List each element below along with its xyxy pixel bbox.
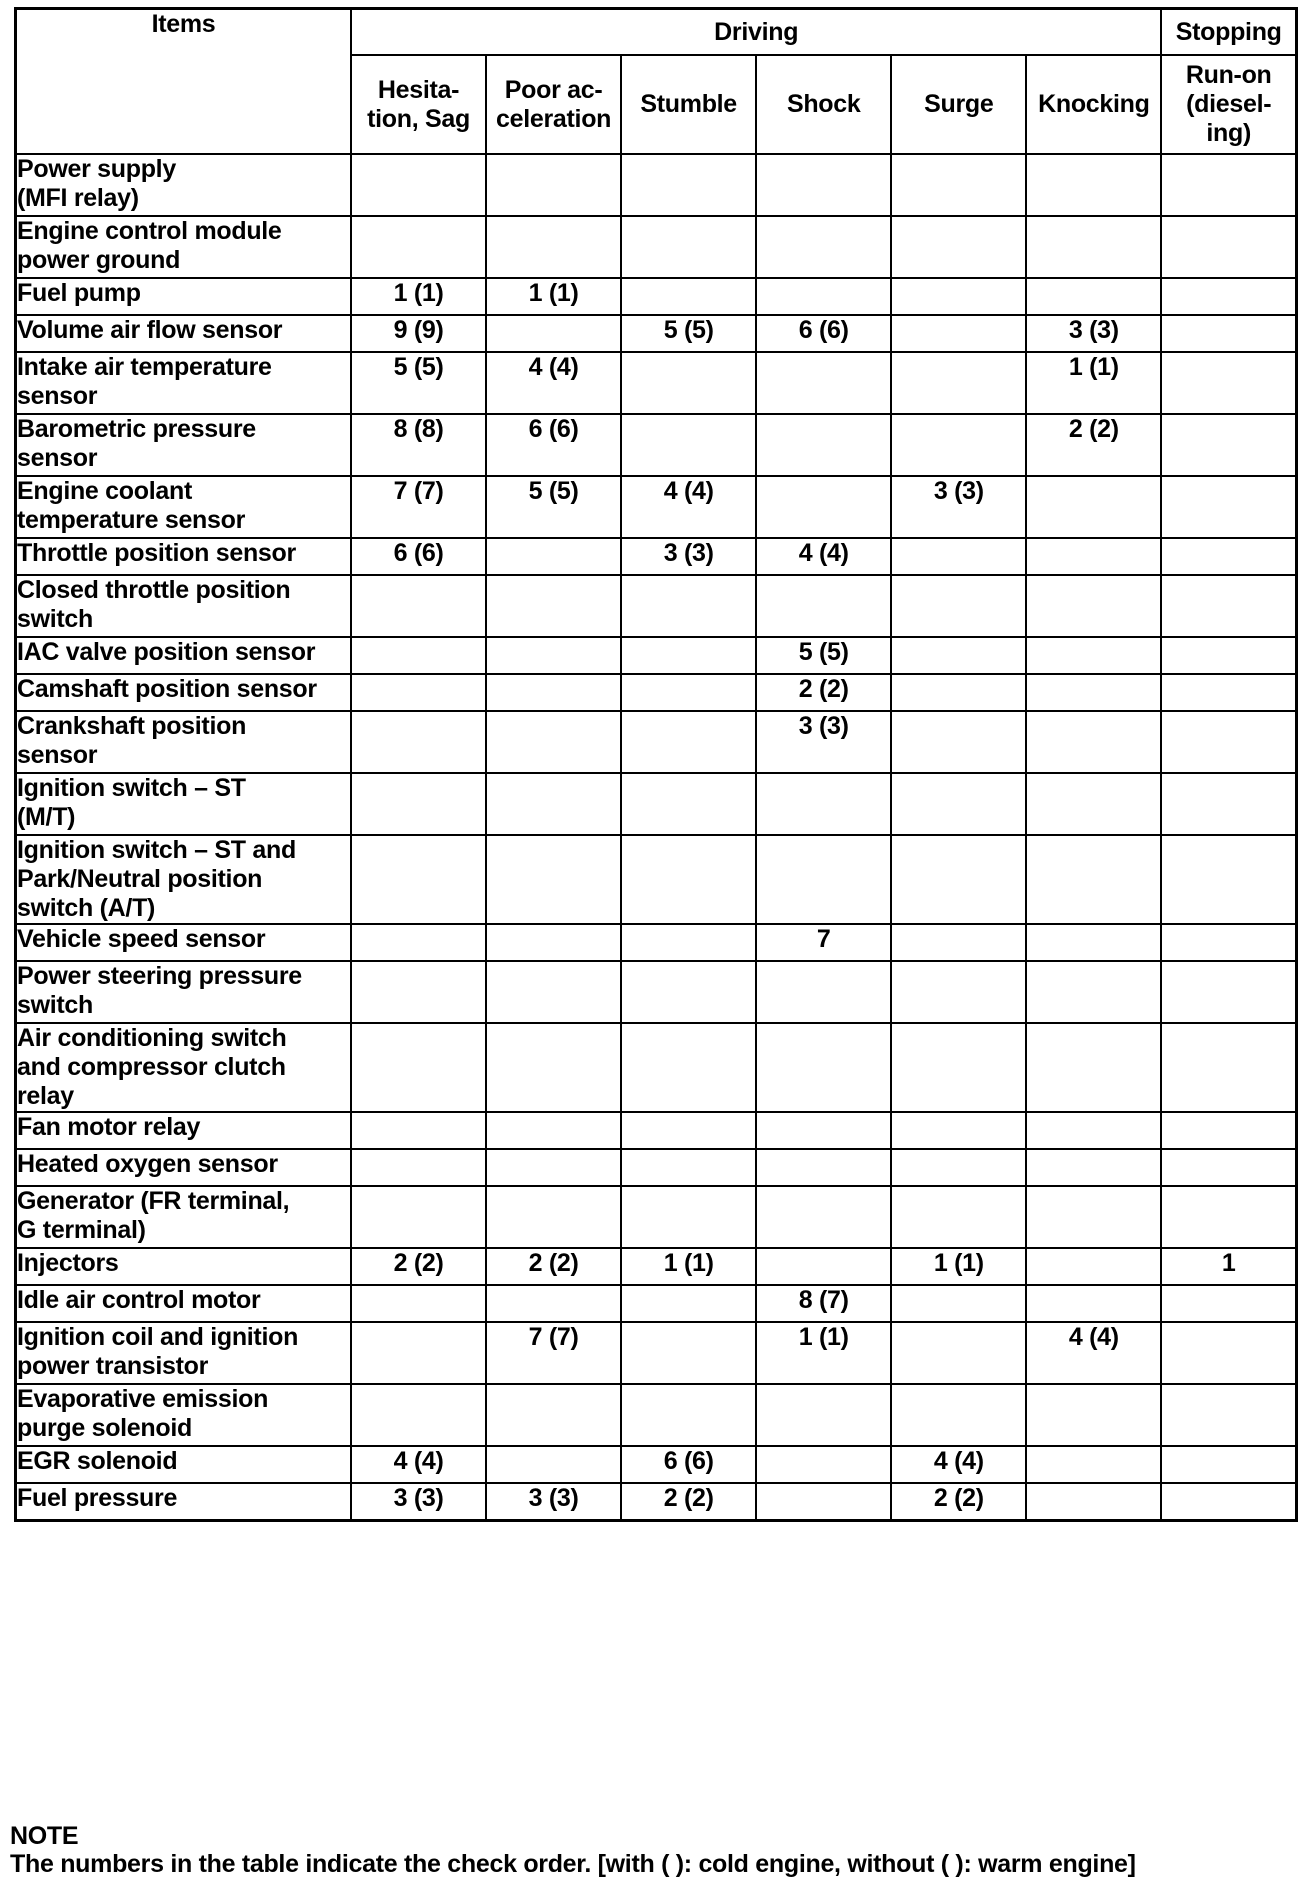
check-order-cell <box>351 1112 486 1149</box>
table-row <box>16 538 1297 575</box>
table-row <box>16 637 1297 674</box>
item-text: EGR solenoid <box>17 1447 178 1475</box>
check-order-cell <box>621 352 756 414</box>
table-row <box>16 773 1297 835</box>
check-order-cell <box>1026 575 1161 637</box>
check-order-cell <box>621 961 756 1023</box>
check-order-cell <box>486 1112 621 1149</box>
check-order-cell <box>486 637 621 674</box>
check-order-cell <box>351 637 486 674</box>
diagnosis-table <box>14 7 1298 1522</box>
check-order-cell <box>486 711 621 773</box>
check-order-cell <box>1161 315 1296 352</box>
check-order-cell <box>1161 1285 1296 1322</box>
check-order-cell: 6 (6) <box>621 1446 756 1483</box>
row-item-label <box>16 835 352 924</box>
table-row <box>16 1248 1297 1285</box>
check-order-cell <box>756 1248 891 1285</box>
check-order-cell <box>891 835 1026 924</box>
table-row <box>16 1322 1297 1384</box>
check-order-cell: 2 (2) <box>486 1248 621 1285</box>
item-text: Idle air control motor <box>17 1286 261 1314</box>
check-order-cell <box>1026 216 1161 278</box>
check-order-cell <box>351 1186 486 1248</box>
check-order-cell <box>1161 216 1296 278</box>
col-header-poor-acceleration: Poor ac- celeration <box>486 55 621 154</box>
check-order-cell <box>756 961 891 1023</box>
item-text: Ignition switch – ST and Park/Neutral position switch (A/T) <box>17 836 296 922</box>
check-order-cell: 6 (6) <box>756 315 891 352</box>
check-order-cell <box>891 773 1026 835</box>
check-order-cell <box>756 414 891 476</box>
check-order-cell: 4 (4) <box>486 352 621 414</box>
table-row <box>16 1285 1297 1322</box>
check-order-cell <box>1161 1483 1296 1520</box>
item-text: Volume air flow sensor <box>17 316 283 344</box>
row-item-label <box>16 315 352 352</box>
check-order-cell <box>621 1322 756 1384</box>
check-order-cell: 1 (1) <box>891 1248 1026 1285</box>
col-header-shock: Shock <box>756 55 891 154</box>
check-order-cell <box>1161 154 1296 216</box>
check-order-cell <box>891 1186 1026 1248</box>
item-text: Ignition coil and ignition power transistor <box>17 1323 299 1380</box>
check-order-cell <box>891 315 1026 352</box>
table-row <box>16 1446 1297 1483</box>
table-row <box>16 1023 1297 1112</box>
row-item-label <box>16 1186 352 1248</box>
row-item-label <box>16 1322 352 1384</box>
row-item-label <box>16 278 352 315</box>
row-item-label <box>16 1384 352 1446</box>
col-header-surge: Surge <box>891 55 1026 154</box>
check-order-cell <box>1161 1384 1296 1446</box>
check-order-cell <box>891 1112 1026 1149</box>
check-order-cell <box>891 674 1026 711</box>
check-order-cell <box>1161 1112 1296 1149</box>
check-order-cell <box>1026 961 1161 1023</box>
table-row <box>16 711 1297 773</box>
row-item-label <box>16 637 352 674</box>
check-order-cell <box>486 835 621 924</box>
check-order-cell: 4 (4) <box>1026 1322 1161 1384</box>
group-header-row <box>16 9 1297 56</box>
check-order-cell <box>1026 835 1161 924</box>
table-row <box>16 924 1297 961</box>
row-item-label <box>16 961 352 1023</box>
table-row <box>16 674 1297 711</box>
check-order-cell: 4 (4) <box>351 1446 486 1483</box>
row-item-label <box>16 773 352 835</box>
check-order-cell <box>351 924 486 961</box>
check-order-cell <box>1026 1149 1161 1186</box>
check-order-cell <box>621 1186 756 1248</box>
check-order-cell <box>486 1186 621 1248</box>
check-order-cell: 1 (1) <box>1026 352 1161 414</box>
item-text: Throttle position sensor <box>17 539 296 567</box>
item-text: IAC valve position sensor <box>17 638 316 666</box>
item-text: Power steering pressure switch <box>17 962 302 1019</box>
check-order-cell <box>486 674 621 711</box>
row-item-label <box>16 1112 352 1149</box>
item-text: Crankshaft position sensor <box>17 712 247 769</box>
note-block <box>10 1822 1136 1878</box>
note-text: The numbers in the table indicate the check order. [with ( ): cold engine, without ( ): warm engine] <box>10 1850 1136 1878</box>
check-order-cell <box>756 575 891 637</box>
item-text: Power supply (MFI relay) <box>17 155 176 212</box>
check-order-cell <box>1026 1384 1161 1446</box>
check-order-cell <box>621 711 756 773</box>
table-row <box>16 315 1297 352</box>
check-order-cell <box>486 575 621 637</box>
check-order-cell: 7 (7) <box>351 476 486 538</box>
check-order-cell <box>621 924 756 961</box>
item-text: Fuel pump <box>17 279 141 307</box>
check-order-cell <box>756 1023 891 1112</box>
check-order-cell <box>351 961 486 1023</box>
check-order-cell <box>1161 278 1296 315</box>
check-order-cell <box>351 674 486 711</box>
check-order-cell <box>1161 961 1296 1023</box>
check-order-cell <box>756 278 891 315</box>
check-order-cell <box>756 1483 891 1520</box>
check-order-cell: 9 (9) <box>351 315 486 352</box>
check-order-cell <box>891 711 1026 773</box>
check-order-cell <box>1026 154 1161 216</box>
check-order-cell <box>1026 1023 1161 1112</box>
item-text: Heated oxygen sensor <box>17 1150 278 1178</box>
row-item-label <box>16 414 352 476</box>
item-text: Barometric pressure sensor <box>17 415 256 472</box>
check-order-cell <box>351 1023 486 1112</box>
item-text: Intake air temperature sensor <box>17 353 272 410</box>
row-item-label <box>16 538 352 575</box>
check-order-cell <box>621 1112 756 1149</box>
table-row <box>16 1483 1297 1520</box>
check-order-cell <box>756 216 891 278</box>
table-row <box>16 216 1297 278</box>
check-order-cell <box>1026 278 1161 315</box>
check-order-cell: 2 (2) <box>351 1248 486 1285</box>
check-order-cell: 2 (2) <box>621 1483 756 1520</box>
check-order-cell <box>486 538 621 575</box>
check-order-cell <box>621 773 756 835</box>
check-order-cell <box>1161 476 1296 538</box>
check-order-cell <box>891 1384 1026 1446</box>
check-order-cell <box>1161 924 1296 961</box>
check-order-cell <box>756 352 891 414</box>
check-order-cell <box>621 1149 756 1186</box>
check-order-cell <box>756 1384 891 1446</box>
check-order-cell <box>1161 575 1296 637</box>
table-row <box>16 352 1297 414</box>
check-order-cell <box>621 216 756 278</box>
note-title: NOTE <box>10 1822 79 1850</box>
check-order-cell: 7 <box>756 924 891 961</box>
check-order-cell: 1 (1) <box>621 1248 756 1285</box>
check-order-cell: 2 (2) <box>1026 414 1161 476</box>
check-order-cell <box>1161 1446 1296 1483</box>
row-item-label <box>16 575 352 637</box>
check-order-cell <box>756 835 891 924</box>
col-header-stumble: Stumble <box>621 55 756 154</box>
check-order-cell <box>621 575 756 637</box>
check-order-cell <box>486 154 621 216</box>
check-order-cell <box>1026 711 1161 773</box>
check-order-cell: 4 (4) <box>891 1446 1026 1483</box>
table-row <box>16 154 1297 216</box>
check-order-cell <box>1026 476 1161 538</box>
check-order-cell <box>351 216 486 278</box>
check-order-cell: 1 (1) <box>756 1322 891 1384</box>
item-text: Injectors <box>17 1249 119 1277</box>
diagnosis-table-wrapper <box>14 7 1298 1522</box>
check-order-cell <box>891 1023 1026 1112</box>
table-row <box>16 1186 1297 1248</box>
check-order-cell <box>891 637 1026 674</box>
check-order-cell <box>621 1023 756 1112</box>
check-order-cell: 2 (2) <box>891 1483 1026 1520</box>
check-order-cell <box>1161 773 1296 835</box>
check-order-cell <box>1161 1186 1296 1248</box>
table-row <box>16 1149 1297 1186</box>
check-order-cell <box>756 154 891 216</box>
check-order-cell <box>1026 637 1161 674</box>
item-text: Air conditioning switch and compressor clutch relay <box>17 1024 287 1110</box>
check-order-cell: 1 (1) <box>351 278 486 315</box>
item-text: Evaporative emission purge solenoid <box>17 1385 269 1442</box>
check-order-cell <box>1161 1322 1296 1384</box>
check-order-cell <box>486 1023 621 1112</box>
check-order-cell <box>1161 352 1296 414</box>
check-order-cell <box>1161 1149 1296 1186</box>
check-order-cell <box>756 1149 891 1186</box>
row-item-label <box>16 352 352 414</box>
driving-header: Driving <box>351 9 1161 56</box>
check-order-cell <box>756 1186 891 1248</box>
check-order-cell <box>486 1446 621 1483</box>
check-order-cell <box>891 1322 1026 1384</box>
check-order-cell <box>351 575 486 637</box>
check-order-cell <box>351 1285 486 1322</box>
check-order-cell <box>351 1149 486 1186</box>
table-row <box>16 575 1297 637</box>
item-text: Engine control module power ground <box>17 217 282 274</box>
check-order-cell <box>1161 414 1296 476</box>
check-order-cell <box>891 961 1026 1023</box>
check-order-cell <box>1026 924 1161 961</box>
check-order-cell <box>351 1322 486 1384</box>
check-order-cell: 2 (2) <box>756 674 891 711</box>
check-order-cell: 5 (5) <box>621 315 756 352</box>
row-item-label <box>16 216 352 278</box>
item-text: Fuel pressure <box>17 1484 178 1512</box>
check-order-cell <box>891 154 1026 216</box>
check-order-cell <box>486 216 621 278</box>
row-item-label <box>16 476 352 538</box>
check-order-cell: 3 (3) <box>621 538 756 575</box>
check-order-cell <box>351 773 486 835</box>
check-order-cell <box>891 575 1026 637</box>
check-order-cell: 4 (4) <box>756 538 891 575</box>
check-order-cell <box>621 154 756 216</box>
row-item-label <box>16 1149 352 1186</box>
check-order-cell <box>1026 1446 1161 1483</box>
row-item-label <box>16 674 352 711</box>
check-order-cell <box>621 278 756 315</box>
check-order-cell <box>351 835 486 924</box>
item-text: Ignition switch – ST (M/T) <box>17 774 246 831</box>
check-order-cell: 8 (7) <box>756 1285 891 1322</box>
check-order-cell <box>891 538 1026 575</box>
item-text: Fan motor relay <box>17 1113 201 1141</box>
item-text: Closed throttle position switch <box>17 576 291 633</box>
row-item-label <box>16 711 352 773</box>
check-order-cell <box>351 711 486 773</box>
check-order-cell: 1 <box>1161 1248 1296 1285</box>
table-row <box>16 278 1297 315</box>
check-order-cell <box>756 476 891 538</box>
check-order-cell <box>1161 674 1296 711</box>
check-order-cell <box>486 773 621 835</box>
check-order-cell <box>1026 1186 1161 1248</box>
check-order-cell <box>621 637 756 674</box>
check-order-cell <box>486 1149 621 1186</box>
item-text: Camshaft position sensor <box>17 675 317 703</box>
col-header-hesitation: Hesita- tion, Sag <box>351 55 486 154</box>
check-order-cell <box>351 154 486 216</box>
check-order-cell <box>1161 538 1296 575</box>
check-order-cell: 8 (8) <box>351 414 486 476</box>
table-row <box>16 835 1297 924</box>
check-order-cell: 7 (7) <box>486 1322 621 1384</box>
check-order-cell <box>486 1384 621 1446</box>
check-order-cell: 4 (4) <box>621 476 756 538</box>
col-header-knocking: Knocking <box>1026 55 1161 154</box>
check-order-cell: 6 (6) <box>351 538 486 575</box>
check-order-cell <box>891 1149 1026 1186</box>
item-text: Generator (FR terminal, G terminal) <box>17 1187 290 1244</box>
check-order-cell <box>756 1446 891 1483</box>
check-order-cell <box>891 924 1026 961</box>
check-order-cell <box>891 216 1026 278</box>
check-order-cell: 3 (3) <box>891 476 1026 538</box>
check-order-cell <box>1026 773 1161 835</box>
row-item-label <box>16 154 352 216</box>
check-order-cell <box>621 414 756 476</box>
check-order-cell <box>1026 1483 1161 1520</box>
check-order-cell <box>621 1384 756 1446</box>
check-order-cell <box>351 1384 486 1446</box>
check-order-cell: 3 (3) <box>1026 315 1161 352</box>
stopping-header: Stopping <box>1161 9 1296 56</box>
row-item-label <box>16 1248 352 1285</box>
check-order-cell <box>486 961 621 1023</box>
check-order-cell <box>486 315 621 352</box>
items-header: Items <box>16 9 352 155</box>
row-item-label <box>16 1023 352 1112</box>
check-order-cell <box>1026 1112 1161 1149</box>
check-order-cell: 3 (3) <box>756 711 891 773</box>
check-order-cell <box>756 1112 891 1149</box>
row-item-label <box>16 1446 352 1483</box>
row-item-label <box>16 1285 352 1322</box>
col-header-run-on: Run-on (diesel- ing) <box>1161 55 1296 154</box>
check-order-cell: 6 (6) <box>486 414 621 476</box>
check-order-cell <box>1026 1285 1161 1322</box>
check-order-cell <box>486 1285 621 1322</box>
check-order-cell <box>1161 835 1296 924</box>
row-item-label <box>16 1483 352 1520</box>
check-order-cell <box>486 924 621 961</box>
table-row <box>16 476 1297 538</box>
check-order-cell <box>621 1285 756 1322</box>
check-order-cell <box>1026 674 1161 711</box>
check-order-cell: 5 (5) <box>351 352 486 414</box>
check-order-cell <box>891 1285 1026 1322</box>
table-row <box>16 961 1297 1023</box>
table-row <box>16 414 1297 476</box>
check-order-cell: 3 (3) <box>486 1483 621 1520</box>
check-order-cell <box>1026 538 1161 575</box>
check-order-cell <box>1161 711 1296 773</box>
check-order-cell: 3 (3) <box>351 1483 486 1520</box>
table-body <box>16 154 1297 1520</box>
check-order-cell <box>756 773 891 835</box>
check-order-cell <box>1161 637 1296 674</box>
check-order-cell <box>891 414 1026 476</box>
check-order-cell <box>621 674 756 711</box>
check-order-cell <box>621 835 756 924</box>
check-order-cell <box>891 352 1026 414</box>
table-row <box>16 1112 1297 1149</box>
check-order-cell: 5 (5) <box>486 476 621 538</box>
check-order-cell <box>891 278 1026 315</box>
item-text: Vehicle speed sensor <box>17 925 266 953</box>
check-order-cell: 1 (1) <box>486 278 621 315</box>
check-order-cell <box>1026 1248 1161 1285</box>
item-text: Engine coolant temperature sensor <box>17 477 246 534</box>
check-order-cell: 5 (5) <box>756 637 891 674</box>
row-item-label <box>16 924 352 961</box>
table-row <box>16 1384 1297 1446</box>
check-order-cell <box>1161 1023 1296 1112</box>
